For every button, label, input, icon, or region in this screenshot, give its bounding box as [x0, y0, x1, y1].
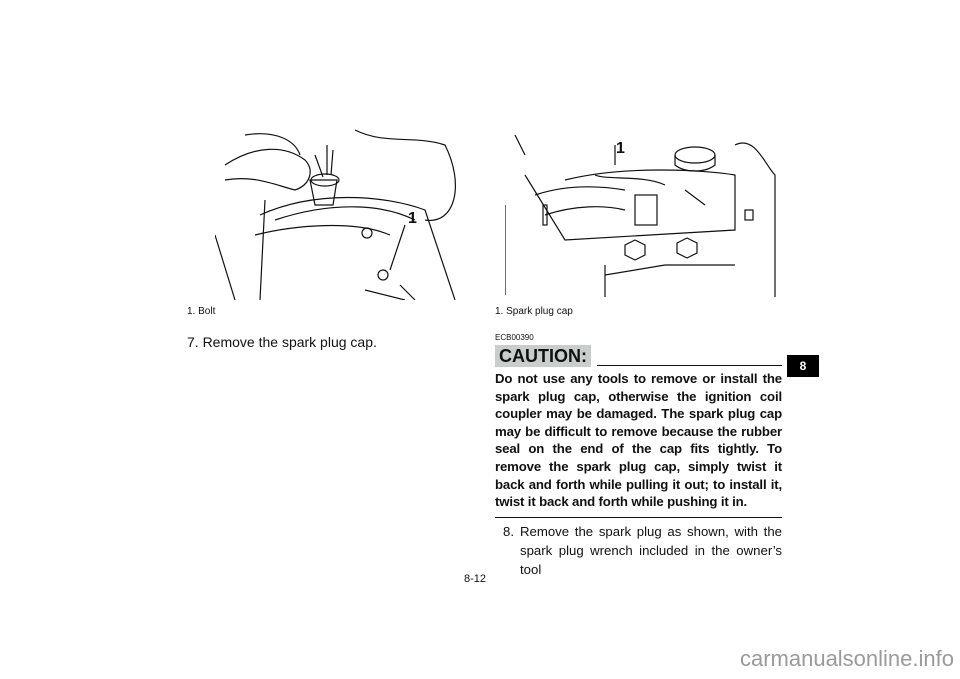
step-8: [495, 522, 782, 579]
chapter-tab: 8: [787, 355, 819, 377]
step-number: 8.: [503, 523, 514, 539]
divider: [597, 365, 782, 366]
divider: [495, 517, 782, 518]
caution-code: ECB00390: [495, 333, 534, 342]
caution-text: Do not use any tools to remove or install the spark plug cap, otherwise the ignition coil coupler may be damaged. The spark plug cap may be difficult to remove because the rubber seal on the end of the cap fits tightly. To remove the spark plug cap, simply twist it back and forth while pulling it out; to install it, twist it back and forth while pushing it in.: [495, 371, 782, 510]
caution-header: [495, 345, 782, 367]
caution-heading: CAUTION:: [495, 345, 591, 367]
caution-column: [495, 333, 782, 579]
figure-callout: 1: [408, 210, 417, 227]
fuel-tank-bolt-illustration: [215, 125, 473, 300]
figure-callout: 1: [616, 140, 625, 157]
spark-plug-cap-illustration: [505, 115, 783, 297]
step-7: 7. Remove the spark plug cap.: [187, 334, 377, 350]
page-number: 8-12: [464, 573, 487, 585]
figure-caption: 1. Bolt: [187, 306, 216, 317]
figure-caption: 1. Spark plug cap: [495, 306, 573, 317]
watermark: carmanualsonline.info: [739, 646, 954, 671]
step-text: Remove the spark plug as shown, with the spark plug wrench included in the owner’s tool: [520, 523, 782, 577]
